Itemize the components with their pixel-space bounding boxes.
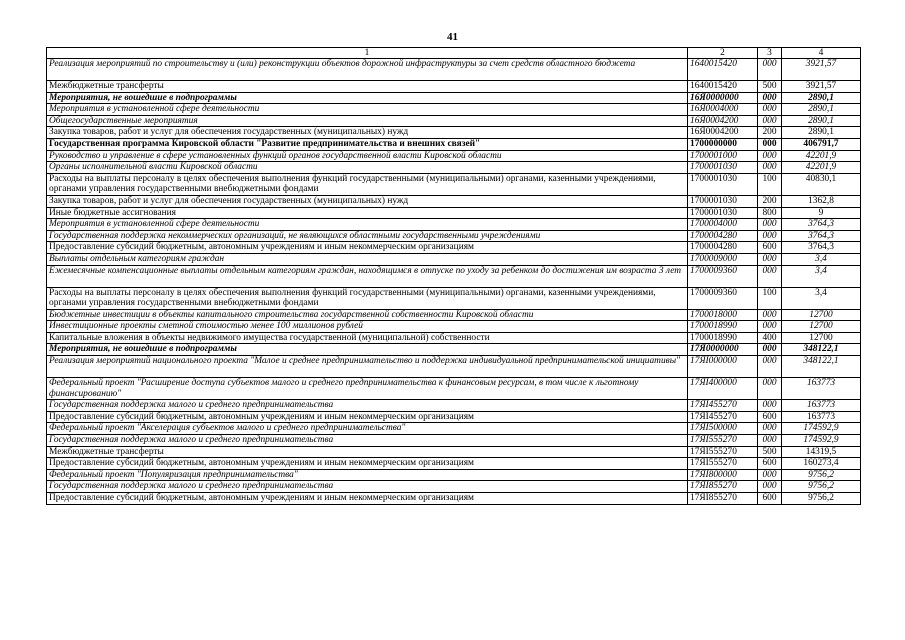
- row-code-cell: 16Я0004200: [688, 115, 758, 127]
- row-code-cell: 1700004280: [688, 242, 758, 254]
- row-name-cell: Реализация мероприятий по строительству и (или) реконструкции объектов дорожной инфраструктуры за счет средств областного бюджета: [47, 59, 688, 81]
- row-sum-cell: 174592,9: [782, 435, 861, 447]
- row-sum-cell: 2890,1: [782, 104, 861, 116]
- row-name-cell: Бюджетные инвестиции в объекты капитального строительства государственной собственности Кировской области: [47, 309, 688, 321]
- row-name-cell: Государственная поддержка малого и среднего предпринимательства: [47, 435, 688, 447]
- row-name-cell: Мероприятия в установленной сфере деятельности: [47, 219, 688, 231]
- row-name-cell: Капитальные вложения в объекты недвижимого имущества государственной (муниципальной) собственности: [47, 332, 688, 344]
- row-name-cell: Государственная поддержка малого и среднего предпринимательства: [47, 481, 688, 493]
- row-sum-cell: 163773: [782, 378, 861, 400]
- table-row: [47, 400, 861, 412]
- table-row: [47, 59, 861, 81]
- table-row: [47, 104, 861, 116]
- row-type-cell: 600: [758, 493, 782, 505]
- table-row: [47, 411, 861, 423]
- row-name-cell: Мероприятия, не вошедшие в подпрограммы: [47, 344, 688, 356]
- row-type-cell: 000: [758, 309, 782, 321]
- table-row: [47, 493, 861, 505]
- row-sum-cell: 3764,3: [782, 230, 861, 242]
- header-col-type: 3: [758, 48, 782, 59]
- row-sum-cell: 348122,1: [782, 344, 861, 356]
- row-code-cell: 17ЯI855270: [688, 493, 758, 505]
- row-type-cell: 000: [758, 265, 782, 287]
- row-code-cell: 1700018000: [688, 309, 758, 321]
- row-code-cell: 17ЯI455270: [688, 411, 758, 423]
- row-code-cell: 1700009000: [688, 253, 758, 265]
- row-sum-cell: 3921,57: [782, 59, 861, 81]
- row-type-cell: 000: [758, 469, 782, 481]
- row-name-cell: Руководство и управление в сфере установленных функций органов государственной власти Кировской области: [47, 150, 688, 162]
- row-type-cell: 000: [758, 356, 782, 378]
- row-code-cell: 1700001000: [688, 150, 758, 162]
- row-sum-cell: 3764,3: [782, 219, 861, 231]
- table-row: [47, 81, 861, 93]
- table-row: [47, 332, 861, 344]
- row-type-cell: 000: [758, 321, 782, 333]
- row-code-cell: 17ЯI555270: [688, 435, 758, 447]
- row-type-cell: 000: [758, 104, 782, 116]
- row-name-cell: Государственная поддержка некоммерческих организаций, не являющихся областными государственными учреждениями: [47, 230, 688, 242]
- row-code-cell: 1700004280: [688, 230, 758, 242]
- row-code-cell: 17Я0000000: [688, 344, 758, 356]
- row-code-cell: 1700001030: [688, 195, 758, 207]
- table-row: [47, 207, 861, 219]
- table-row: [47, 265, 861, 287]
- table-row: [47, 150, 861, 162]
- row-type-cell: 600: [758, 242, 782, 254]
- row-code-cell: 17ЯI555270: [688, 446, 758, 458]
- row-sum-cell: 2890,1: [782, 127, 861, 139]
- row-type-cell: 000: [758, 162, 782, 174]
- row-code-cell: 17ЯI400000: [688, 378, 758, 400]
- row-type-cell: 000: [758, 59, 782, 81]
- row-type-cell: 000: [758, 378, 782, 400]
- table-row: [47, 481, 861, 493]
- page-number: 41: [447, 31, 458, 43]
- row-name-cell: Предоставление субсидий бюджетным, автономным учреждениям и иным некоммерческим организациям: [47, 493, 688, 505]
- row-code-cell: 1700009360: [688, 287, 758, 309]
- row-name-cell: Иные бюджетные ассигнования: [47, 207, 688, 219]
- row-sum-cell: 2890,1: [782, 92, 861, 104]
- row-name-cell: Закупка товаров, работ и услуг для обеспечения государственных (муниципальных) нужд: [47, 195, 688, 207]
- table-row: [47, 458, 861, 470]
- row-name-cell: Инвестиционные проекты сметной стоимостью менее 100 миллионов рублей: [47, 321, 688, 333]
- row-code-cell: 1700009360: [688, 265, 758, 287]
- table-row: [47, 446, 861, 458]
- row-name-cell: Межбюджетные трансферты: [47, 446, 688, 458]
- row-sum-cell: 2890,1: [782, 115, 861, 127]
- row-type-cell: 000: [758, 400, 782, 412]
- row-code-cell: 17ЯI855270: [688, 481, 758, 493]
- row-name-cell: Органы исполнительной власти Кировской области: [47, 162, 688, 174]
- row-type-cell: 200: [758, 127, 782, 139]
- row-type-cell: 100: [758, 173, 782, 195]
- row-type-cell: 000: [758, 435, 782, 447]
- row-code-cell: 17ЯI800000: [688, 469, 758, 481]
- row-code-cell: 16Я0004000: [688, 104, 758, 116]
- table-header-row: [47, 48, 861, 59]
- header-col-name: 1: [47, 48, 688, 59]
- row-sum-cell: 348122,1: [782, 356, 861, 378]
- row-code-cell: 1700004000: [688, 219, 758, 231]
- row-type-cell: 400: [758, 332, 782, 344]
- row-type-cell: 000: [758, 423, 782, 435]
- row-type-cell: 000: [758, 230, 782, 242]
- row-name-cell: Предоставление субсидий бюджетным, автономным учреждениям и иным некоммерческим организациям: [47, 458, 688, 470]
- row-name-cell: Мероприятия, не вошедшие в подпрограммы: [47, 92, 688, 104]
- table-row: [47, 309, 861, 321]
- row-sum-cell: 163773: [782, 411, 861, 423]
- row-sum-cell: 1362,8: [782, 195, 861, 207]
- row-name-cell: Ежемесячные компенсационные выплаты отдельным категориям граждан, находящимся в отпуске по уходу за ребенком до достижения им возраста 3 лет: [47, 265, 688, 287]
- row-sum-cell: 42201,9: [782, 162, 861, 174]
- row-sum-cell: 42201,9: [782, 150, 861, 162]
- row-sum-cell: 14319,5: [782, 446, 861, 458]
- row-type-cell: 800: [758, 207, 782, 219]
- row-type-cell: 100: [758, 287, 782, 309]
- row-sum-cell: 406791,7: [782, 138, 861, 150]
- row-name-cell: Общегосударственные мероприятия: [47, 115, 688, 127]
- row-code-cell: 17ЯI455270: [688, 400, 758, 412]
- row-type-cell: 200: [758, 195, 782, 207]
- row-sum-cell: 9756,2: [782, 469, 861, 481]
- row-code-cell: 1700018990: [688, 332, 758, 344]
- table-row: [47, 242, 861, 254]
- row-sum-cell: 163773: [782, 400, 861, 412]
- row-code-cell: 16Я0000000: [688, 92, 758, 104]
- table-row: [47, 173, 861, 195]
- row-sum-cell: 3921,57: [782, 81, 861, 93]
- row-name-cell: Закупка товаров, работ и услуг для обеспечения государственных (муниципальных) нужд: [47, 127, 688, 139]
- row-type-cell: 600: [758, 411, 782, 423]
- table-row: [47, 321, 861, 333]
- row-sum-cell: 3764,3: [782, 242, 861, 254]
- header-col-code: 2: [688, 48, 758, 59]
- row-name-cell: Государственная программа Кировской области "Развитие предпринимательства и внешних связей": [47, 138, 688, 150]
- row-type-cell: 000: [758, 344, 782, 356]
- row-name-cell: Мероприятия в установленной сфере деятельности: [47, 104, 688, 116]
- row-type-cell: 500: [758, 446, 782, 458]
- table-row: [47, 127, 861, 139]
- table-row: [47, 230, 861, 242]
- row-type-cell: 000: [758, 219, 782, 231]
- table-row: [47, 423, 861, 435]
- row-code-cell: 1700018990: [688, 321, 758, 333]
- row-type-cell: 000: [758, 115, 782, 127]
- row-sum-cell: 12700: [782, 309, 861, 321]
- row-code-cell: 1640015420: [688, 81, 758, 93]
- row-sum-cell: 3,4: [782, 253, 861, 265]
- row-sum-cell: 9756,2: [782, 481, 861, 493]
- row-name-cell: Расходы на выплаты персоналу в целях обеспечения выполнения функций государственными (муниципальными) органами, казенными учреждениями, органами управления государственными внебюджетными фондами: [47, 173, 688, 195]
- row-code-cell: 1700000000: [688, 138, 758, 150]
- row-type-cell: 000: [758, 138, 782, 150]
- row-code-cell: 1700001030: [688, 162, 758, 174]
- row-name-cell: Предоставление субсидий бюджетным, автономным учреждениям и иным некоммерческим организациям: [47, 411, 688, 423]
- row-code-cell: 1640015420: [688, 59, 758, 81]
- row-sum-cell: 3,4: [782, 287, 861, 309]
- row-sum-cell: 9: [782, 207, 861, 219]
- row-code-cell: 17ЯI555270: [688, 458, 758, 470]
- table-row: [47, 92, 861, 104]
- table-row: [47, 469, 861, 481]
- row-code-cell: 17ЯI500000: [688, 423, 758, 435]
- row-name-cell: Федеральный проект "Популяризация предпринимательства": [47, 469, 688, 481]
- row-name-cell: Предоставление субсидий бюджетным, автономным учреждениям и иным некоммерческим организациям: [47, 242, 688, 254]
- row-sum-cell: 9756,2: [782, 493, 861, 505]
- budget-table: [46, 47, 861, 505]
- row-sum-cell: 174592,9: [782, 423, 861, 435]
- table-row: [47, 115, 861, 127]
- row-sum-cell: 160273,4: [782, 458, 861, 470]
- row-type-cell: 000: [758, 92, 782, 104]
- row-type-cell: 000: [758, 481, 782, 493]
- table-row: [47, 162, 861, 174]
- header-col-sum: 4: [782, 48, 861, 59]
- row-sum-cell: 12700: [782, 321, 861, 333]
- row-type-cell: 500: [758, 81, 782, 93]
- row-sum-cell: 12700: [782, 332, 861, 344]
- row-code-cell: 1700001030: [688, 207, 758, 219]
- row-name-cell: Федеральный проект "Акселерация субъектов малого и среднего предпринимательства": [47, 423, 688, 435]
- table-row: [47, 287, 861, 309]
- table-row: [47, 435, 861, 447]
- row-name-cell: Государственная поддержка малого и среднего предпринимательства: [47, 400, 688, 412]
- row-type-cell: 000: [758, 253, 782, 265]
- row-code-cell: 17ЯI000000: [688, 356, 758, 378]
- row-code-cell: 16Я0004200: [688, 127, 758, 139]
- row-type-cell: 600: [758, 458, 782, 470]
- table-row: [47, 138, 861, 150]
- table-row: [47, 195, 861, 207]
- table-body: [47, 59, 861, 505]
- table-row: [47, 253, 861, 265]
- row-name-cell: Федеральный проект "Расширение доступа субъектов малого и среднего предпринимательства к финансовым ресурсам, в том числе к льготному финансированию": [47, 378, 688, 400]
- row-type-cell: 000: [758, 150, 782, 162]
- row-name-cell: Реализация мероприятий национального проекта "Малое и среднее предпринимательство и поддержка индивидуальной предпринимательской инициативы": [47, 356, 688, 378]
- row-code-cell: 1700001030: [688, 173, 758, 195]
- row-name-cell: Межбюджетные трансферты: [47, 81, 688, 93]
- row-name-cell: Выплаты отдельным категориям граждан: [47, 253, 688, 265]
- table-row: [47, 344, 861, 356]
- row-sum-cell: 3,4: [782, 265, 861, 287]
- table-row: [47, 378, 861, 400]
- row-name-cell: Расходы на выплаты персоналу в целях обеспечения выполнения функций государственными (муниципальными) органами, казенными учреждениями, органами управления государственными внебюджетными фондами: [47, 287, 688, 309]
- table-row: [47, 356, 861, 378]
- table-row: [47, 219, 861, 231]
- row-sum-cell: 40830,1: [782, 173, 861, 195]
